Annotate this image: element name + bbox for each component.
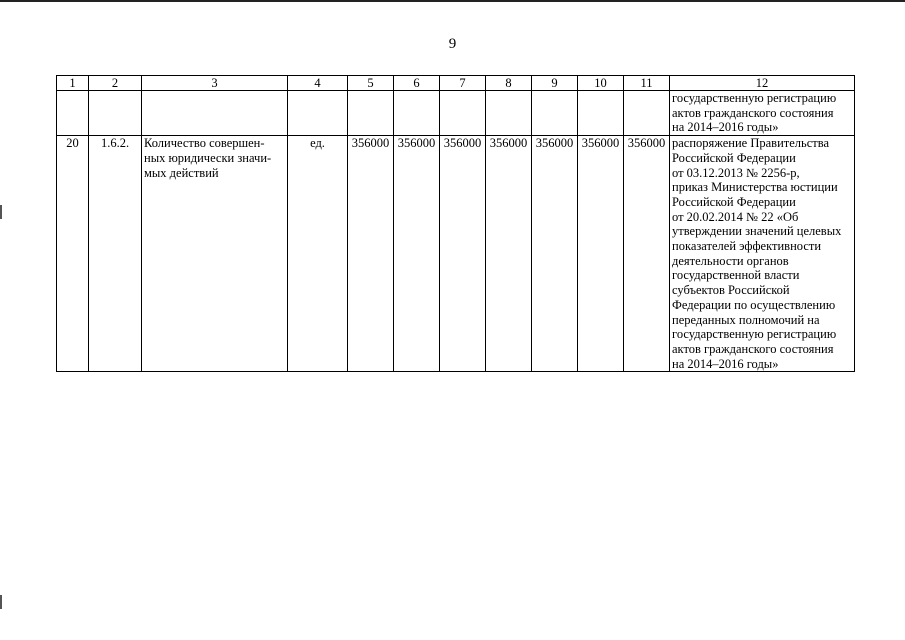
scan-edge-mark [0,595,2,609]
value-cell: 356000 [394,136,440,372]
value-cell: 356000 [578,136,624,372]
value-cell: 356000 [440,136,486,372]
column-header: 8 [486,76,532,91]
column-header: 6 [394,76,440,91]
table-cell [578,91,624,136]
legal-basis-text: распоряжение Правительства Российской Федерации от 03.12.2013 № 2256-р, приказ Министерства юстиции Российской Федерации от 20.02.2014 № 22 «Об утверждении значений целевых показателей эффективности деятельности органов государственной власти субъектов Российской Федерации по осуществлению переданных полномочий на государственную регистрацию актов гражданского состояния на 2014–2016 годы» [670,136,855,372]
table-cell [89,91,142,136]
column-header: 11 [624,76,670,91]
table-cell [532,91,578,136]
continuation-row [57,91,855,136]
indicator-code: 1.6.2. [89,136,142,372]
table-cell [394,91,440,136]
column-header: 10 [578,76,624,91]
table-cell [142,91,288,136]
table-cell [440,91,486,136]
column-header: 7 [440,76,486,91]
value-cell: 356000 [532,136,578,372]
value-cell: 356000 [348,136,394,372]
column-header: 12 [670,76,855,91]
row-number: 20 [57,136,89,372]
table-cell [486,91,532,136]
table-row [57,136,855,372]
table-cell [288,91,348,136]
column-header: 2 [89,76,142,91]
indicator-name: Количество совершен- ных юридически значи- мых действий [142,136,288,372]
page-top-border [0,0,905,2]
scan-edge-mark [0,205,2,219]
column-header: 3 [142,76,288,91]
value-cell: 356000 [624,136,670,372]
column-header: 1 [57,76,89,91]
column-header: 9 [532,76,578,91]
column-header: 5 [348,76,394,91]
column-number-row [57,76,855,91]
value-cell: 356000 [486,136,532,372]
indicators-table [56,75,855,372]
column-header: 4 [288,76,348,91]
table-cell [57,91,89,136]
page-number: 9 [448,36,457,52]
unit: ед. [288,136,348,372]
basis-continuation-text: государственную регистрацию актов гражданского состояния на 2014–2016 годы» [670,91,855,136]
table-cell [624,91,670,136]
table-cell [348,91,394,136]
